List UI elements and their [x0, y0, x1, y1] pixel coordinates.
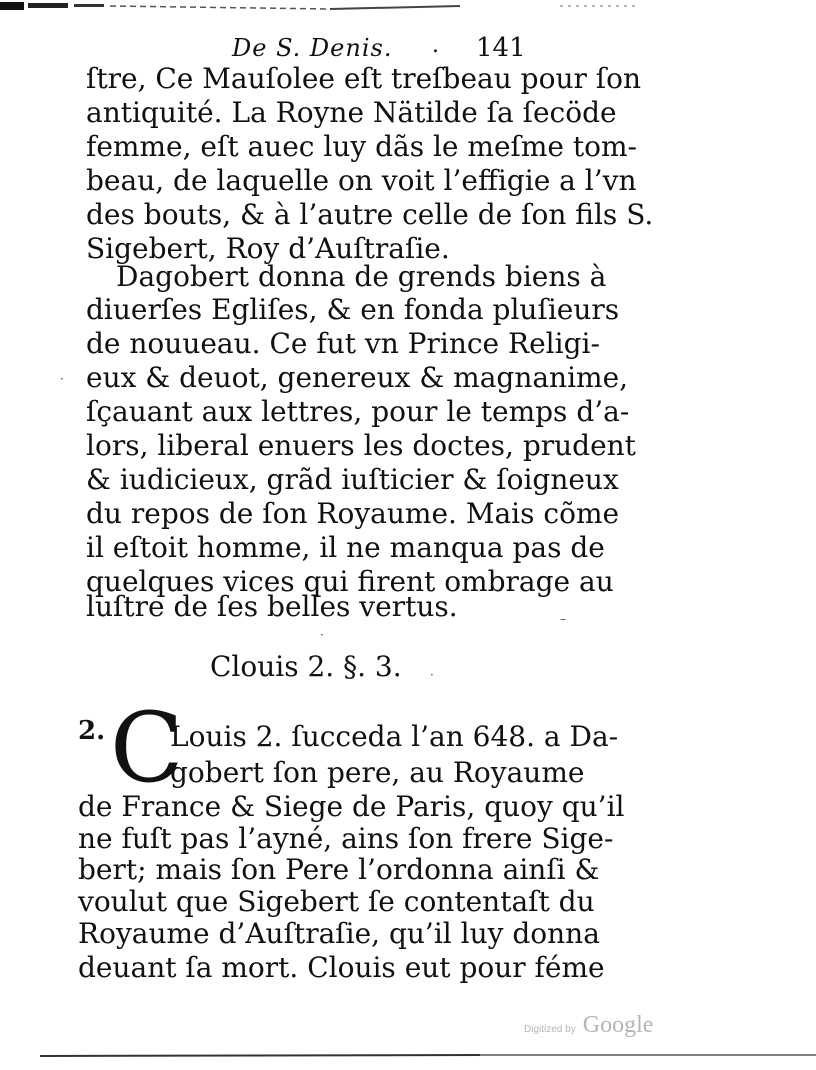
top-edge-ornament — [0, 0, 816, 14]
body-line: beau, de laquelle on voit l’effigie a l’vn — [86, 164, 637, 197]
body-line: lors, liberal enuers les doctes, prudent — [86, 429, 636, 462]
section-line: bert; mais ſon Pere l’ordonna ainſi & — [78, 853, 600, 886]
margin-number: 2. — [78, 716, 106, 746]
section-line: Royaume d’Auſtraſie, qu’il luy donna — [78, 917, 600, 950]
bottom-edge-ornament — [0, 1046, 816, 1062]
google-logo: Google — [582, 1012, 654, 1038]
body-line: quelques vices qui firent ombrage au — [86, 565, 614, 598]
stray-mark: – — [560, 612, 566, 626]
body-line: femme, eſt auec luy dãs le meſme tom- — [86, 130, 638, 163]
section-heading: Clouis 2. §. 3. — [210, 650, 402, 683]
digitized-by-watermark — [524, 1012, 653, 1039]
section-line: voulut que Sigebert ſe contentaſt du — [78, 885, 595, 918]
section-line: de France & Siege de Paris, quoy qu’il — [78, 790, 625, 823]
body-line: du repos de ſon Royaume. Mais cõme — [86, 497, 620, 530]
body-line: des bouts, & à l’autre celle de ſon fils S. — [86, 198, 654, 231]
stray-mark: · — [60, 372, 64, 386]
body-line: eux & deuot, genereux & magnanime, — [86, 361, 629, 394]
section-line: Louis 2. ſucceda l’an 648. a Da- — [170, 720, 619, 753]
stray-mark: · — [430, 668, 434, 682]
section-line: ne fuſt pas l’ayné, ains ſon frere Sige- — [78, 822, 614, 855]
digitized-prefix: Digitized by — [524, 1024, 576, 1035]
body-line: & iudicieux, grãd iuſticier & ſoigneux — [86, 463, 619, 496]
body-line: de nouueau. Ce fut vn Prince Religi- — [86, 327, 600, 360]
body-line: Sigebert, Roy d’Auſtraſie. — [86, 232, 450, 265]
body-line: antiquité. La Royne Nätilde ſa ſecöde — [86, 96, 617, 129]
body-line: Dagobert donna de grends biens à — [116, 260, 607, 293]
running-title: De S. Denis. — [232, 34, 393, 62]
section-line: deuant ſa mort. Clouis eut pour féme — [78, 951, 605, 984]
body-line: ſçauant aux lettres, pour le temps d’a- — [86, 395, 630, 428]
stray-mark: · — [320, 628, 324, 642]
body-line: diuerſes Egliſes, & en fonda pluſieurs — [86, 293, 620, 326]
header-dot: . — [432, 33, 439, 58]
body-line: luſtre de ſes belles vertus. — [86, 590, 458, 623]
body-line: il eſtoit homme, il ne manqua pas de — [86, 531, 605, 564]
section-line: gobert ſon pere, au Royaume — [170, 756, 585, 789]
drop-cap: C — [110, 692, 184, 804]
body-line: ſtre, Ce Mauſolee eſt treſbeau pour ſon — [86, 62, 642, 95]
page-number: 141 — [476, 33, 526, 63]
